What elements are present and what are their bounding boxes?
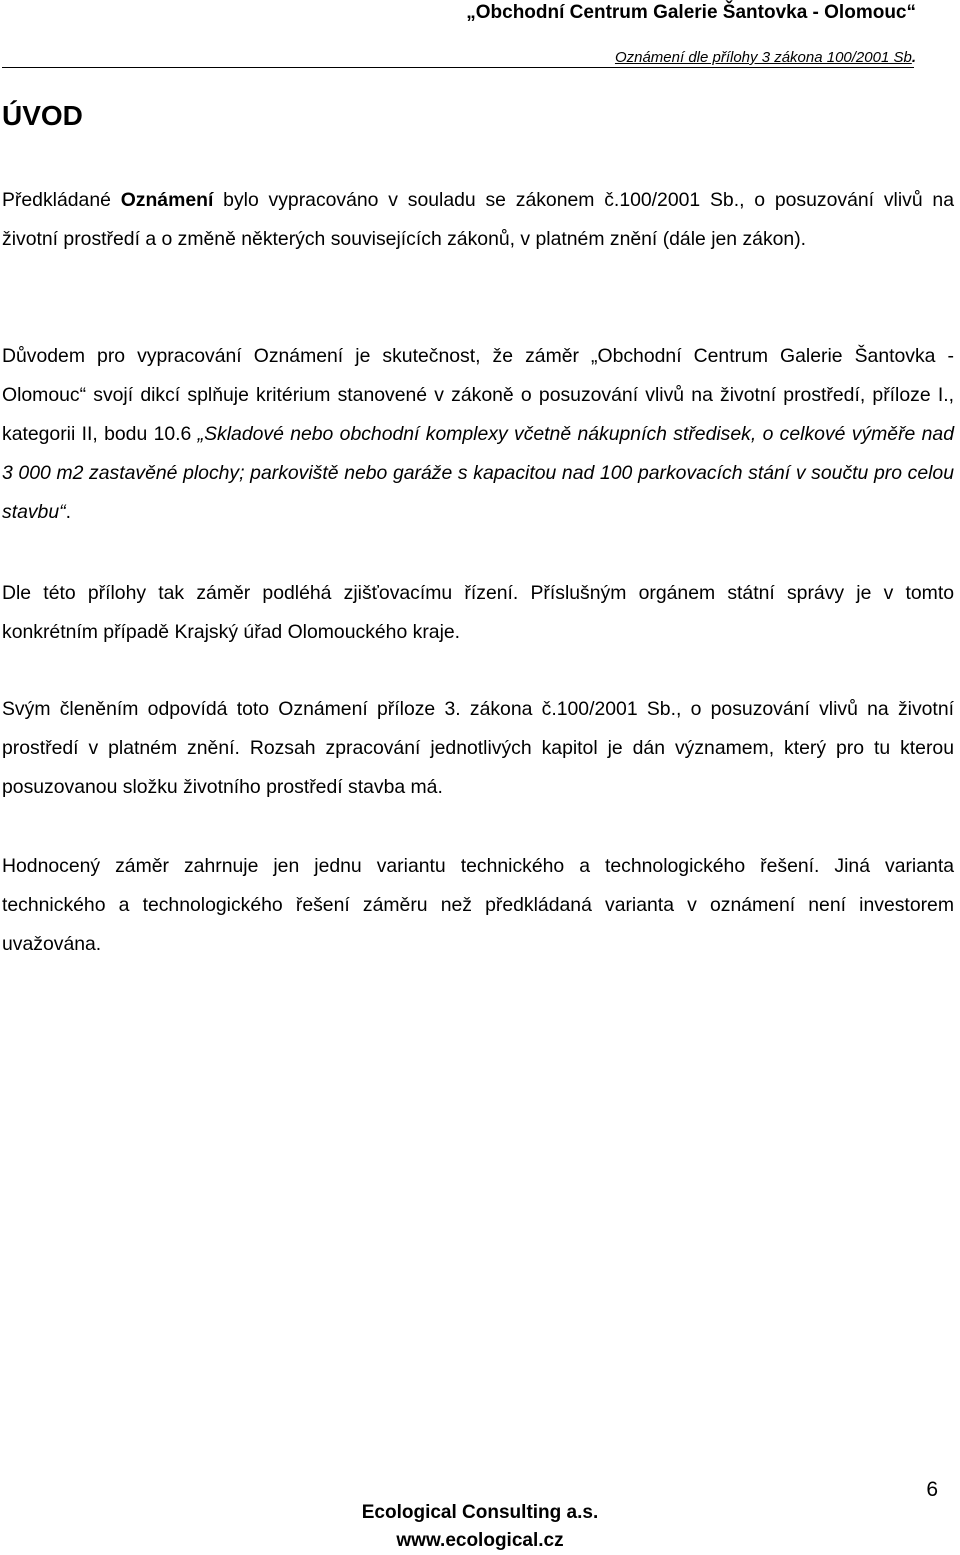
footer-website: www.ecological.cz — [396, 1530, 564, 1551]
header-subtitle — [400, 49, 916, 67]
paragraph-reason — [2, 337, 954, 532]
paragraph-procedure: Dle této přílohy tak záměr podléhá zjišťovacímu řízení. Příslušným orgánem státní správy je v tomto konkrétním případě Krajský úřad Olomouckého kraje. — [2, 582, 954, 643]
paragraph-intro — [2, 181, 954, 259]
paragraph-reason-start: Důvodem pro vypracování Oznámení je skutečnost, že záměr „Obchodní Centrum Galerie Šantovka - Olomouc“ svojí dikcí splňuje kritérium stanovené v zákoně o posuzování vlivů na životní prostředí, příloze I., kategorii II, bodu 10.6 — [2, 345, 954, 445]
header-rule — [2, 67, 914, 68]
paragraph-intro-rest: bylo vypracováno v souladu se zákonem č.100/2001 Sb., o posuzování vlivů na životní prostředí a o změně některých souvisejících zákonů, v platném znění (dále jen zákon). — [2, 189, 954, 250]
header-title: „Obchodní Centrum Galerie Šantovka - Olomouc“ — [466, 2, 916, 23]
paragraph-structure: Svým členěním odpovídá toto Oznámení příloze 3. zákona č.100/2001 Sb., o posuzování vlivů na životní prostředí v platném znění. Rozsah zpracování jednotlivých kapitol je dán významem, který pro tu kterou posuzovanou složku životního prostředí stavba má. — [2, 698, 954, 798]
header-subtitle-end: . — [911, 49, 916, 66]
paragraph-intro-bold: Oznámení — [120, 189, 214, 211]
paragraph-reason-quote: „Skladové nebo obchodní komplexy včetně nákupních středisek, o celkové výměře nad 3 000 m2 zastavěné plochy; parkoviště nebo garáže s kapacitou nad 100 parkovacích stání v součtu pro celou stavbu“ — [2, 423, 954, 523]
paragraph-reason-end: . — [65, 501, 71, 523]
footer-company: Ecological Consulting a.s. — [361, 1502, 599, 1523]
paragraph-variants: Hodnocený záměr zahrnuje jen jednu variantu technického a technologického řešení. Jiná varianta technického a technologického řešení záměru než předkládaná varianta v oznámení není investorem uvažována. — [2, 855, 954, 955]
paragraph-intro-start: Předkládané — [2, 189, 121, 211]
section-heading: ÚVOD — [2, 100, 83, 131]
page-number: 6 — [926, 1478, 938, 1501]
header-subtitle-text: Oznámení dle přílohy 3 zákona 100/2001 Sb — [614, 49, 912, 66]
